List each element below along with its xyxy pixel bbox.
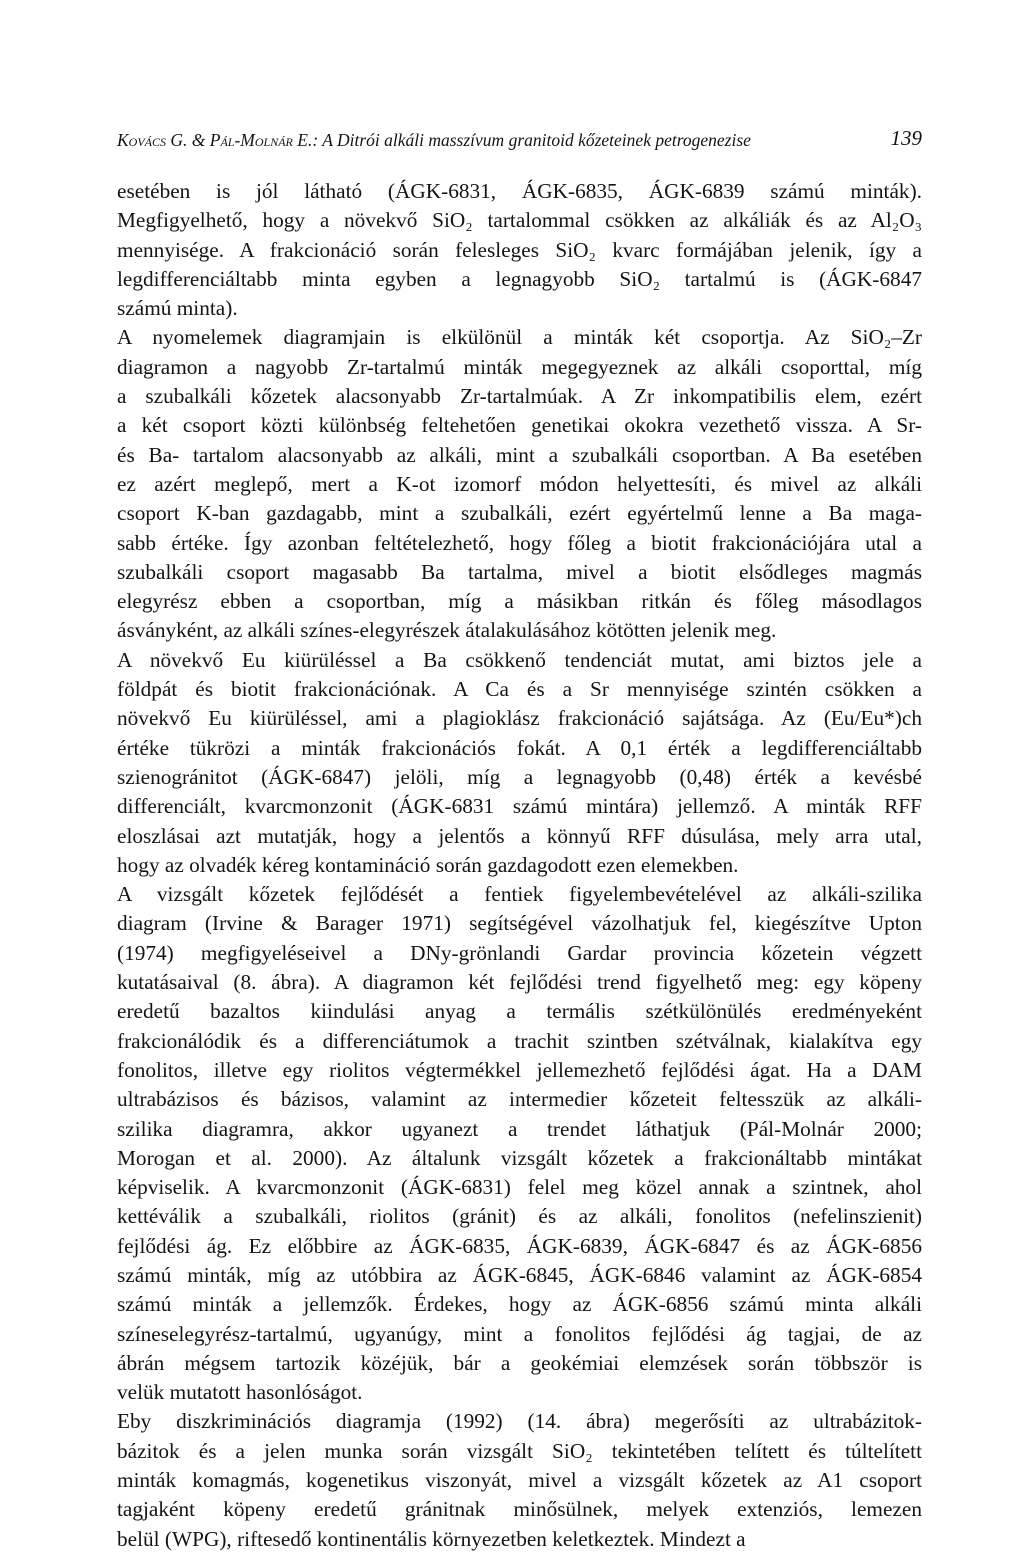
text-line: frakcionálódik és a differenciátumok a trachit szintben szétválnak, kialakítva egy [117,1028,922,1053]
text-line: szienogránitot (ÁGK-6847) jelöli, míg a legnagyobb (0,48) érték a kevésbé [117,764,922,789]
author-1-initial: G. & [166,130,210,150]
text-line: ez azért meglepő, mert a K-ot izomorf módon helyettesíti, és mivel az alkáli [117,471,922,496]
text-line: A növekvő Eu kiürüléssel a Ba csökkenő tendenciát mutat, ami biztos jele a [117,647,922,672]
text-line: eloszlásai azt mutatják, hogy a jelentős a könnyű RFF dúsulása, mely arra utal, [117,823,922,848]
text-line: velük mutatott hasonlóságot. [117,1380,363,1405]
text-line: Eby diszkriminációs diagramja (1992) (14. ábra) megerősíti az ultrabázitok- [117,1409,922,1434]
text-line: elegyrész ebben a csoportban, míg a másikban ritkán és főleg másodlagos [117,589,922,614]
author-2: Pál-Molnár [209,130,293,150]
text-line: színeselegyrész-tartalmú, ugyanúgy, mint a fonolitos fejlődési ág tagjai, de az [117,1321,922,1346]
text-line: számú minták a jellemzők. Érdekes, hogy az ÁGK-6856 számú minta alkáli [117,1292,922,1317]
text-line: belül (WPG), riftesedő kontinentális környezetben keletkeztek. Mindezt a [117,1526,746,1551]
text-line: képviselik. A kvarcmonzonit (ÁGK-6831) felel meg közel annak a szintnek, ahol [117,1175,922,1200]
text-line: kettéválik a szubalkáli, riolitos (gránit) és az alkáli, fonolitos (nefelinszienit) [117,1204,922,1229]
text-line: diagramon a nagyobb Zr-tartalmú minták megegyeznek az alkáli csoporttal, míg [117,354,922,379]
text-line: fonolitos, illetve egy riolitos végtermékkel jellemezhető fejlődési ágat. Ha a DAM [117,1057,922,1082]
article-title: A Ditrói alkáli masszívum granitoid kőzeteinek petrogenezise [318,130,751,150]
text-line: A nyomelemek diagramjain is elkülönül a minták két csoportja. Az SiO₂–Zr [117,325,922,350]
text-line: Morogan et al. 2000). Az általunk vizsgált kőzetek a frakcionáltabb mintákat [117,1145,922,1170]
text-line: ábrán mégsem tartozik közéjük, bár a geokémiai elemzések során többször is [117,1350,922,1375]
text-line: szilika diagramra, akkor ugyanezt a trendet láthatjuk (Pál-Molnár 2000; [117,1116,922,1141]
text-line: számú minták, míg az utóbbira az ÁGK-6845, ÁGK-6846 valamint az ÁGK-6854 [117,1262,922,1287]
text-line: földpát és biotit frakcionációnak. A Ca és a Sr mennyisége szintén csökken a [117,677,922,702]
text-line: eredetű bazaltos kiindulási anyag a termális szétkülönülés eredményeként [117,999,922,1024]
text-line: számú minta). [117,296,238,321]
text-line: Megfigyelhető, hogy a növekvő SiO₂ tartalommal csökken az alkáliák és az Al₂O₃ [117,208,922,233]
text-line: hogy az olvadék kéreg kontamináció során gazdagodott ezen elemekben. [117,852,739,877]
author-1: Kovács [117,130,167,150]
text-line: bázitok és a jelen munka során vizsgált SiO₂ tekintetében telített és túltelített [117,1438,922,1463]
running-header [117,126,922,158]
text-line: növekvő Eu kiürüléssel, ami a plagioklász frakcionáció sajátsága. Az (Eu/Eu*)ch [117,706,922,731]
text-line: legdifferenciáltabb minta egyben a legnagyobb SiO₂ tartalmú is (ÁGK-6847 [117,266,922,291]
text-line: a szubalkáli kőzetek alacsonyabb Zr-tartalmúak. A Zr inkompatibilis elem, ezért [117,384,922,409]
text-line: ásványként, az alkáli színes-elegyrészek átalakulásához kötötten jelenik meg. [117,618,777,643]
text-line: differenciált, kvarcmonzonit (ÁGK-6831 számú mintára) jellemző. A minták RFF [117,794,922,819]
author-2-initial: E.: [292,130,319,150]
text-line: kutatásaival (8. ábra). A diagramon két fejlődési trend figyelhető meg: egy köpeny [117,970,922,995]
text-line: minták komagmás, kogenetikus viszonyát, mivel a vizsgált kőzetek az A1 csoport [117,1468,922,1493]
text-line: diagram (Irvine & Barager 1971) segítségével vázolhatjuk fel, kiegészítve Upton [117,911,922,936]
running-title [117,130,751,151]
text-line: és Ba- tartalom alacsonyabb az alkáli, mint a szubalkáli csoportban. A Ba esetében [117,442,922,467]
text-line: ultrabázisos és bázisos, valamint az intermedier kőzeteit feltesszük az alkáli- [117,1087,922,1112]
text-line: fejlődési ág. Ez előbbire az ÁGK-6835, ÁGK-6839, ÁGK-6847 és az ÁGK-6856 [117,1233,922,1258]
body-text [117,177,922,1554]
text-line: A vizsgált kőzetek fejlődését a fentiek figyelembevételével az alkáli-szilika [117,882,922,907]
text-line: csoport K-ban gazdagabb, mint a szubalkáli, ezért egyértelmű lenne a Ba maga- [117,501,922,526]
text-line: sabb értéke. Így azonban feltételezhető, hogy főleg a biotit frakcionációjára utal a [117,530,922,555]
page-number: 139 [890,126,922,150]
text-line: mennyisége. A frakcionáció során felesleges SiO₂ kvarc formájában jelenik, így a [117,237,922,262]
text-line: (1974) megfigyeléseivel a DNy-grönlandi Gardar provincia kőzetein végzett [117,940,922,965]
text-line: tagjaként köpeny eredetű gránitnak minősülnek, melyek extenziós, lemezen [117,1497,922,1522]
text-line: értéke tükrözi a minták frakcionációs fokát. A 0,1 érték a legdifferenciáltabb [117,735,922,760]
text-line: esetében is jól látható (ÁGK-6831, ÁGK-6835, ÁGK-6839 számú minták). [117,179,922,203]
text-line: a két csoport közti különbség feltehetően genetikai okokra vezethető vissza. A Sr- [117,413,922,438]
text-line: szubalkáli csoport magasabb Ba tartalma, mivel a biotit elsődleges magmás [117,559,922,584]
